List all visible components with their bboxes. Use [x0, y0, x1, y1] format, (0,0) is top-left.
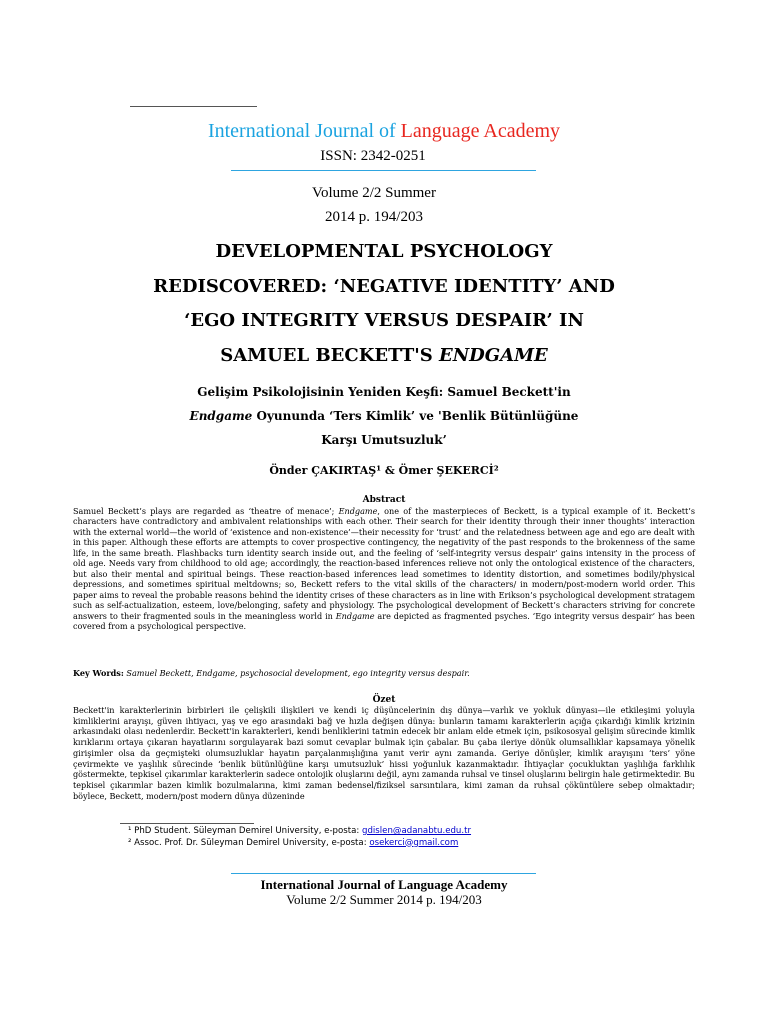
subtitle-line-2: [110, 404, 658, 428]
subtitle-line-2-italic: Endgame: [189, 409, 253, 423]
title-line-2: REDISCOVERED: ‘NEGATIVE IDENTITY’ AND: [153, 275, 615, 297]
title-line-4-italic: ENDGAME: [439, 344, 548, 366]
abstract-text-3: are depicted as fragmented psyches. ‘Ego integrity versus despair’ has been covered from a psychological perspective.: [73, 610, 695, 631]
keywords-text: Samuel Beckett, Endgame, psychosocial development, ego integrity versus despair.: [123, 668, 470, 678]
subtitle-line-3: Karşı Umutsuzluk’: [321, 433, 447, 447]
abstract-text-1: Samuel Beckett’s plays are regarded as ‘theatre of menace’;: [73, 506, 339, 516]
title-line-1: DEVELOPMENTAL PSYCHOLOGY: [215, 241, 553, 262]
paper-title: [0, 235, 768, 373]
paper-subtitle-turkish: [110, 380, 658, 452]
footer-blue-rule: [231, 873, 536, 874]
header-blue-rule: [231, 170, 536, 171]
volume-line: Volume 2/2 Summer: [312, 185, 436, 201]
footnote-1-email-link[interactable]: gdislen@adanabtu.edu.tr: [362, 826, 472, 836]
title-line-3: ‘EGO INTEGRITY VERSUS DESPAIR’ IN: [184, 310, 584, 331]
footnote-2-email-link[interactable]: osekerci@gmail.com: [369, 837, 459, 848]
journal-title-part2: Language Academy: [400, 120, 561, 142]
abstract-heading: Abstract: [362, 495, 406, 505]
footer-journal-name: International Journal of Language Academy: [260, 877, 508, 892]
footnote-2-text: ² Assoc. Prof. Dr. Süleyman Demirel University, e-posta:: [128, 837, 370, 848]
abstract-italic-1: Endgame: [338, 506, 378, 516]
keywords-label: Key Words:: [73, 668, 124, 678]
footer-volume: Volume 2/2 Summer 2014 p. 194/203: [286, 892, 482, 907]
footnote-1-text: ¹ PhD Student. Süleyman Demirel University, e-posta:: [128, 826, 362, 836]
abstract-body: [73, 506, 695, 631]
footnote-1: [128, 826, 648, 838]
subtitle-line-1: Gelişim Psikolojisinin Yeniden Keşfi: Samuel Beckett'in: [197, 385, 571, 399]
footnote-2: [128, 838, 648, 850]
title-line-4-prefix: SAMUEL BECKETT'S: [220, 344, 439, 366]
ozet-body: Beckett'in karakterlerinin birbirleri ile çelişkili ilişkileri ve kendi iç düşüncelerinin dış dünya—varlık ve yokluk dünyası—ile etkileşimi yoluyla kimliklerini arayışı, güven ihtiyacı, yaş ve ego arasındaki bağ ve hızla değişen dünya: bunların tamamı karakterlerin açığa çıkardığı kimlik krizinin arkasındaki olası nedenlerdir. Beckett'in karakterleri, kendi benliklerini tatmin edecek bir anlam elde etmek için, psikososyal gelişim sürecinde kimlik kırıklarını ortaya çıkaran hayatlarını sorgulayarak bazi somut cevaplar bulmak için çabalar. Bu çaba ileriye dönük olumsallıklar kapsamaya yönelik girişimler olsa da geçmişteki olumsuzluklar hayatın parçalanmışlığına yanıt verir aynı zamanda. Geriye dönüşler, kimlik arayışını ‘ters’ yöne çevirmekte ve yaşlılık sürecinde ‘benlik bütünlüğüne karşı umutsuzluk’ hissi yoğunluk kazanmaktadır. İhtiyaçlar çocukluktan yaşlılığa farklılık göstermekte, tepkisel çıkarımlar karakterlerin sadece ontolojik oluşlarını değil, aynı zamanda ruhsal ve tinsel oluşlarını belirgin hale getirmektedir. Bu tepkisel çıkarımlar bazen kimlik bozulmalarına, kimi zaman bedensel/fiziksel sarsıntılara, kimi zaman da ruhsal çöküntülere sebep olmaktadır; böylece, Beckett, modern/post modern dünya düzeninde: [73, 705, 695, 801]
journal-title-part1: International Journal of: [207, 120, 401, 142]
abstract-italic-2: Endgame: [335, 610, 375, 621]
authors: Önder ÇAKIRTAŞ¹ & Ömer ŞEKERCİ²: [269, 464, 499, 477]
abstract-text-2: , one of the masterpieces of Beckett, is a typical example of it. Beckett’s characters have contradictory and ambivalent relationships with each other. Their search for their identity through their inner thoughts’ interaction with the external world—the world of ‘existence and non-existence’—their necessity for ‘trust’ and the relatedness between age and ego are dealt with in this paper. Although these efforts are attempts to cover prospective contingency, the negativity of the past responds to the brokenness of the same life, in the same breath. Flashbacks turn identity search inside out, and the feeling of ‘self-integrity versus despair’ gains intensity in the process of old age. Needs vary from childhood to old age; accordingly, the reaction-based inferences relieve not only the ontological existence of the characters, but also their mental and spiritual beings. These reaction-based inferences lead sometimes to identity distortion, and sometimes bodily/physical depressions, and sometimes spiritual meltdowns; so, Beckett refers to the vital skills of the characters/ in modern/post-modern world order. This paper aims to reveal the probable reasons behind the identity crises of these characters as in line with Erikson’s psychological development stratagem such as self-actualization, esteem, love/belonging, safety and physiology. The psychological development of Beckett’s characters striving for concrete answers to their fragmented souls in the meaningless world in: [73, 506, 695, 621]
issn: ISSN: 2342-0251: [320, 148, 426, 164]
title-line-4: [0, 339, 768, 374]
journal-title: [0, 120, 768, 143]
subtitle-line-2-rest: Oyununda ‘Ters Kimlik’ ve 'Benlik Bütünlüğüne: [252, 409, 579, 423]
page-footer: [0, 877, 768, 907]
year-pages-line: 2014 p. 194/203: [325, 209, 423, 225]
header-rule: [130, 106, 257, 107]
footnotes: [128, 826, 648, 849]
ozet-heading: Özet: [372, 695, 396, 705]
keywords: [73, 668, 695, 679]
footnote-rule: [120, 823, 254, 824]
volume-info: [0, 181, 748, 229]
